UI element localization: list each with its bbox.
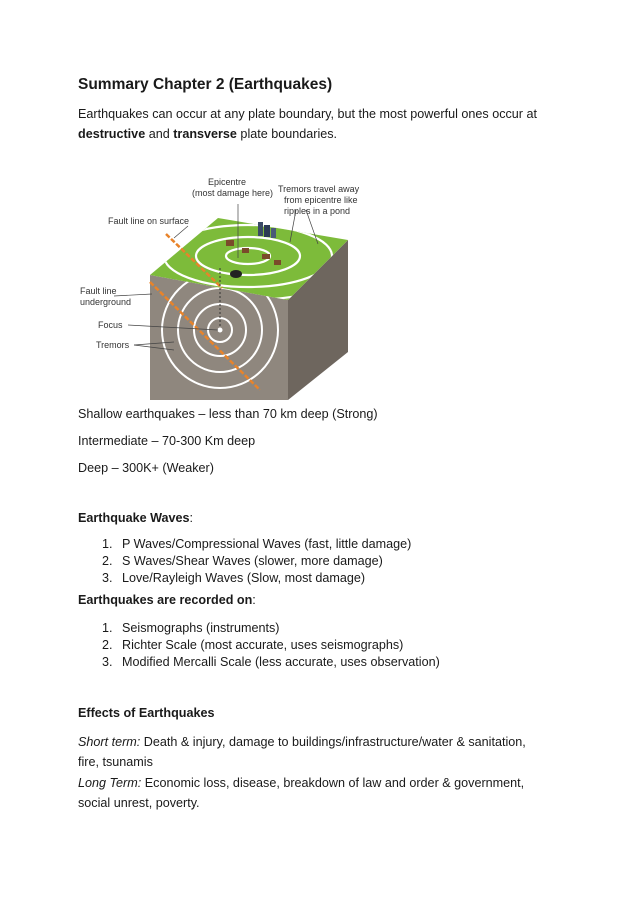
waves-list <box>78 536 411 587</box>
intro-text-1: Earthquakes can occur at any plate boundary, but the most powerful ones occur at <box>78 107 538 121</box>
label-tremors-travel-2: from epicentre like <box>284 195 358 205</box>
label-fault-surface: Fault line on surface <box>108 216 190 226</box>
list-item: 3. Love/Rayleigh Waves (Slow, most damage) <box>116 570 411 587</box>
short-term-label: Short term: <box>78 735 141 749</box>
effects-heading: Effects of Earthquakes <box>78 706 215 720</box>
intro-text-mid: and <box>145 127 174 141</box>
waves-heading-colon: : <box>189 511 194 525</box>
focus-point <box>218 328 223 333</box>
label-focus: Focus <box>98 320 123 330</box>
label-tremors: Tremors <box>96 340 130 350</box>
list-item: 3. Modified Mercalli Scale (less accurate, uses observation) <box>116 654 440 671</box>
label-epicentre-detail: (most damage here) <box>192 188 274 198</box>
list-item: 2. S Waves/Shear Waves (slower, more damage) <box>116 553 411 570</box>
intro-paragraph <box>78 104 548 144</box>
list-item: 2. Richter Scale (most accurate, uses seismographs) <box>116 637 440 654</box>
short-term-text: Death & injury, damage to buildings/infrastructure/water & sanitation, fire, tsunamis <box>78 735 526 769</box>
intro-bold-destructive: destructive <box>78 127 146 141</box>
label-tremors-travel-1: Tremors travel away <box>278 184 360 194</box>
waves-heading-text: Earthquake Waves <box>78 511 190 525</box>
depth-shallow: Shallow earthquakes – less than 70 km deep (Strong) <box>78 407 378 421</box>
depth-intermediate: Intermediate – 70-300 Km deep <box>78 434 256 448</box>
recorded-heading-colon: : <box>252 593 256 607</box>
effects-short-term <box>78 732 548 772</box>
list-item: 1. P Waves/Compressional Waves (fast, little damage) <box>116 536 411 553</box>
effects-long-term <box>78 773 548 813</box>
label-tremors-travel-3: ripples in a pond <box>284 206 351 216</box>
long-term-text: Economic loss, disease, breakdown of law and order & government, social unrest, poverty. <box>78 776 525 810</box>
intro-text-2: plate boundaries. <box>236 127 338 141</box>
page-title: Summary Chapter 2 (Earthquakes) <box>78 76 333 93</box>
label-fault-underground-2: underground <box>80 297 132 307</box>
label-fault-underground-1: Fault line <box>80 286 117 296</box>
earthquake-diagram <box>78 170 378 400</box>
list-item: 1. Seismographs (instruments) <box>116 620 440 637</box>
recorded-list <box>78 620 440 671</box>
waves-heading <box>78 511 193 525</box>
long-term-label: Long Term: <box>78 776 142 790</box>
recorded-heading <box>78 593 256 607</box>
depth-deep: Deep – 300K+ (Weaker) <box>78 461 214 475</box>
recorded-heading-text: Earthquakes are recorded on <box>78 593 253 607</box>
label-epicentre: Epicentre <box>208 177 247 187</box>
intro-bold-transverse: transverse <box>173 127 237 141</box>
